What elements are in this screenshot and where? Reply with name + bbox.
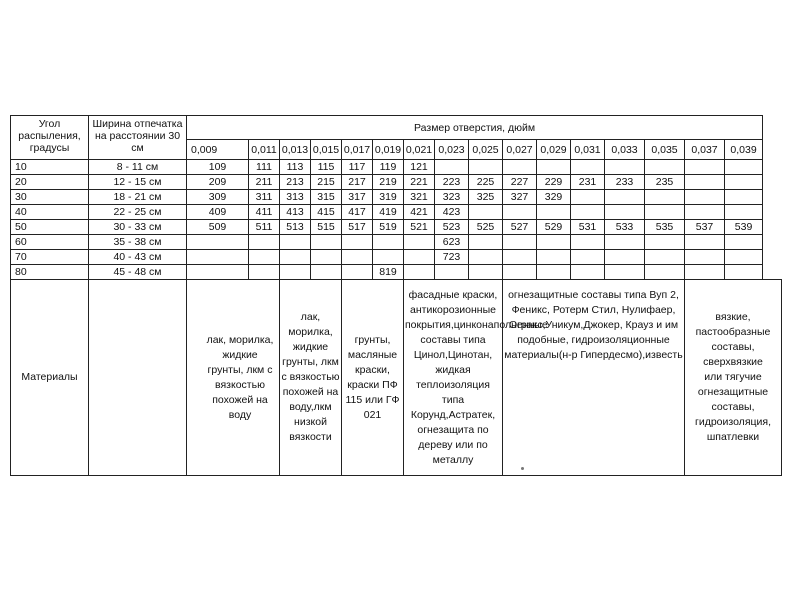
code-cell: 409: [187, 205, 249, 220]
table-row: [11, 220, 782, 235]
code-cell: 511: [249, 220, 280, 235]
code-cell: [605, 190, 645, 205]
code-cell: [342, 235, 373, 250]
code-cell: [469, 250, 503, 265]
materials-group-6: вязкие, пастообразные составы, сверхвязкие или тягучие огнезащитные составы, гидроизоляция, шпатлевки: [685, 280, 782, 476]
code-cell: [685, 175, 725, 190]
code-cell: [503, 205, 537, 220]
code-cell: [280, 250, 311, 265]
code-cell: [342, 265, 373, 280]
code-cell: [187, 235, 249, 250]
table-row: [11, 205, 782, 220]
code-cell: 509: [187, 220, 249, 235]
code-cell: 411: [249, 205, 280, 220]
code-cell: [571, 190, 605, 205]
code-cell: [404, 265, 435, 280]
code-cell: 535: [645, 220, 685, 235]
width-cell: 40 - 43 см: [89, 250, 187, 265]
code-cell: [571, 160, 605, 175]
code-cell: [469, 235, 503, 250]
code-cell: [503, 265, 537, 280]
width-cell: 8 - 11 см: [89, 160, 187, 175]
code-cell: [685, 160, 725, 175]
code-cell: 219: [373, 175, 404, 190]
angle-cell: 10: [11, 160, 89, 175]
code-cell: [725, 190, 763, 205]
code-cell: 213: [280, 175, 311, 190]
code-cell: [605, 235, 645, 250]
angle-cell: 30: [11, 190, 89, 205]
materials-empty-cell: [89, 280, 187, 476]
materials-group-2: лак, морилка, жидкие грунты, лкм с вязкостью похожей на воду,лкм низкой вязкости: [280, 280, 342, 476]
code-cell: [537, 205, 571, 220]
code-cell: [645, 160, 685, 175]
table-row: [11, 250, 782, 265]
code-cell: 531: [571, 220, 605, 235]
code-cell: [571, 205, 605, 220]
code-cell: 623: [435, 235, 469, 250]
angle-cell: 20: [11, 175, 89, 190]
size-14: 0,037: [685, 140, 725, 160]
code-cell: 423: [435, 205, 469, 220]
size-header: Размер отверстия, дюйм: [187, 116, 763, 140]
code-cell: 311: [249, 190, 280, 205]
angle-cell: 70: [11, 250, 89, 265]
code-cell: [187, 265, 249, 280]
code-cell: [685, 190, 725, 205]
code-cell: 211: [249, 175, 280, 190]
code-cell: [685, 265, 725, 280]
code-cell: [685, 205, 725, 220]
materials-group-4: фасадные краски, антикорозионные покрытия,цинконаполненные составы типа Цинол,Цинотан, жидкая теплоизоляция типа Корунд,Астратек, огнезащита по дереву или по металлу: [404, 280, 503, 476]
code-cell: 109: [187, 160, 249, 175]
code-cell: 321: [404, 190, 435, 205]
size-11: 0,031: [571, 140, 605, 160]
materials-group-5: огнезащитные составы типа Вуп 2, Феникс, Ротерм Стил, Нулифаер, Огракс,Уникум,Джокер, Крауз и им подобные, гидроизоляционные материалы(н-р Гипердесмо),известь: [503, 280, 685, 476]
code-cell: 235: [645, 175, 685, 190]
code-cell: [645, 265, 685, 280]
table-row: [11, 265, 782, 280]
code-cell: [645, 235, 685, 250]
size-1: 0,011: [249, 140, 280, 160]
code-cell: 327: [503, 190, 537, 205]
angle-header: Угол распыления, градусы: [11, 116, 89, 160]
code-cell: [605, 205, 645, 220]
code-cell: 231: [571, 175, 605, 190]
code-cell: [249, 235, 280, 250]
angle-cell: 80: [11, 265, 89, 280]
code-cell: 521: [404, 220, 435, 235]
code-cell: [645, 250, 685, 265]
materials-group-3: грунты, масляные краски, краски ПФ 115 или ГФ 021: [342, 280, 404, 476]
code-cell: [373, 235, 404, 250]
code-cell: [469, 265, 503, 280]
code-cell: 209: [187, 175, 249, 190]
code-cell: [571, 235, 605, 250]
code-cell: [503, 160, 537, 175]
code-cell: [725, 250, 763, 265]
code-cell: 119: [373, 160, 404, 175]
code-cell: [685, 250, 725, 265]
table-row: [11, 175, 782, 190]
angle-cell: 60: [11, 235, 89, 250]
code-cell: [187, 250, 249, 265]
materials-group-1: лак, морилка, жидкие грунты, лкм с вязкостью похожей на воду: [187, 280, 280, 476]
size-7: 0,023: [435, 140, 469, 160]
code-cell: 415: [311, 205, 342, 220]
code-cell: [503, 250, 537, 265]
materials-row: [11, 280, 782, 476]
code-cell: 533: [605, 220, 645, 235]
code-cell: [404, 250, 435, 265]
code-cell: 529: [537, 220, 571, 235]
code-cell: [645, 205, 685, 220]
code-cell: [645, 190, 685, 205]
code-cell: 117: [342, 160, 373, 175]
code-cell: 317: [342, 190, 373, 205]
code-cell: [311, 235, 342, 250]
code-cell: 515: [311, 220, 342, 235]
code-cell: [725, 160, 763, 175]
code-cell: [725, 265, 763, 280]
code-cell: 513: [280, 220, 311, 235]
code-cell: [404, 235, 435, 250]
code-cell: [280, 265, 311, 280]
code-cell: [571, 265, 605, 280]
code-cell: 329: [537, 190, 571, 205]
code-cell: [342, 250, 373, 265]
code-cell: 111: [249, 160, 280, 175]
code-cell: 227: [503, 175, 537, 190]
size-5: 0,019: [373, 140, 404, 160]
spray-nozzle-table: [10, 115, 782, 476]
code-cell: 221: [404, 175, 435, 190]
code-cell: [280, 235, 311, 250]
code-cell: [469, 205, 503, 220]
code-cell: 233: [605, 175, 645, 190]
code-cell: 723: [435, 250, 469, 265]
table-row: [11, 190, 782, 205]
width-cell: 35 - 38 см: [89, 235, 187, 250]
code-cell: 527: [503, 220, 537, 235]
code-cell: 215: [311, 175, 342, 190]
size-9: 0,027: [503, 140, 537, 160]
width-header: Ширина отпечатка на расстоянии 30 см: [89, 116, 187, 160]
code-cell: [249, 250, 280, 265]
code-cell: 819: [373, 265, 404, 280]
code-cell: [605, 160, 645, 175]
code-cell: 413: [280, 205, 311, 220]
code-cell: 421: [404, 205, 435, 220]
code-cell: [605, 250, 645, 265]
code-cell: 525: [469, 220, 503, 235]
width-cell: 45 - 48 см: [89, 265, 187, 280]
code-cell: [469, 160, 503, 175]
size-4: 0,017: [342, 140, 373, 160]
code-cell: [725, 235, 763, 250]
code-cell: [537, 265, 571, 280]
code-cell: 115: [311, 160, 342, 175]
width-cell: 12 - 15 см: [89, 175, 187, 190]
materials-label: Материалы: [11, 280, 89, 476]
size-12: 0,033: [605, 140, 645, 160]
code-cell: 225: [469, 175, 503, 190]
code-cell: 537: [685, 220, 725, 235]
code-cell: 517: [342, 220, 373, 235]
code-cell: [725, 205, 763, 220]
code-cell: 313: [280, 190, 311, 205]
size-6: 0,021: [404, 140, 435, 160]
code-cell: 319: [373, 190, 404, 205]
code-cell: [537, 235, 571, 250]
code-cell: [373, 250, 404, 265]
size-13: 0,035: [645, 140, 685, 160]
code-cell: 523: [435, 220, 469, 235]
table-row: [11, 235, 782, 250]
angle-cell: 40: [11, 205, 89, 220]
code-cell: 323: [435, 190, 469, 205]
code-cell: 121: [404, 160, 435, 175]
code-cell: [571, 250, 605, 265]
code-cell: [435, 265, 469, 280]
code-cell: [311, 250, 342, 265]
width-cell: 22 - 25 см: [89, 205, 187, 220]
angle-cell: 50: [11, 220, 89, 235]
code-cell: 113: [280, 160, 311, 175]
code-cell: [249, 265, 280, 280]
code-cell: [435, 160, 469, 175]
code-cell: [537, 160, 571, 175]
width-cell: 18 - 21 см: [89, 190, 187, 205]
size-0: 0,009: [187, 140, 249, 160]
code-cell: [503, 235, 537, 250]
size-15: 0,039: [725, 140, 763, 160]
size-2: 0,013: [280, 140, 311, 160]
code-cell: [537, 250, 571, 265]
size-10: 0,029: [537, 140, 571, 160]
size-8: 0,025: [469, 140, 503, 160]
width-cell: 30 - 33 см: [89, 220, 187, 235]
code-cell: [685, 235, 725, 250]
code-cell: 419: [373, 205, 404, 220]
code-cell: [311, 265, 342, 280]
scan-speck: [521, 467, 524, 470]
code-cell: [605, 265, 645, 280]
size-3: 0,015: [311, 140, 342, 160]
code-cell: 417: [342, 205, 373, 220]
code-cell: 309: [187, 190, 249, 205]
code-cell: 217: [342, 175, 373, 190]
code-cell: 229: [537, 175, 571, 190]
code-cell: 539: [725, 220, 763, 235]
code-cell: 315: [311, 190, 342, 205]
code-cell: 223: [435, 175, 469, 190]
code-cell: 325: [469, 190, 503, 205]
code-cell: 519: [373, 220, 404, 235]
table-row: [11, 160, 782, 175]
code-cell: [725, 175, 763, 190]
